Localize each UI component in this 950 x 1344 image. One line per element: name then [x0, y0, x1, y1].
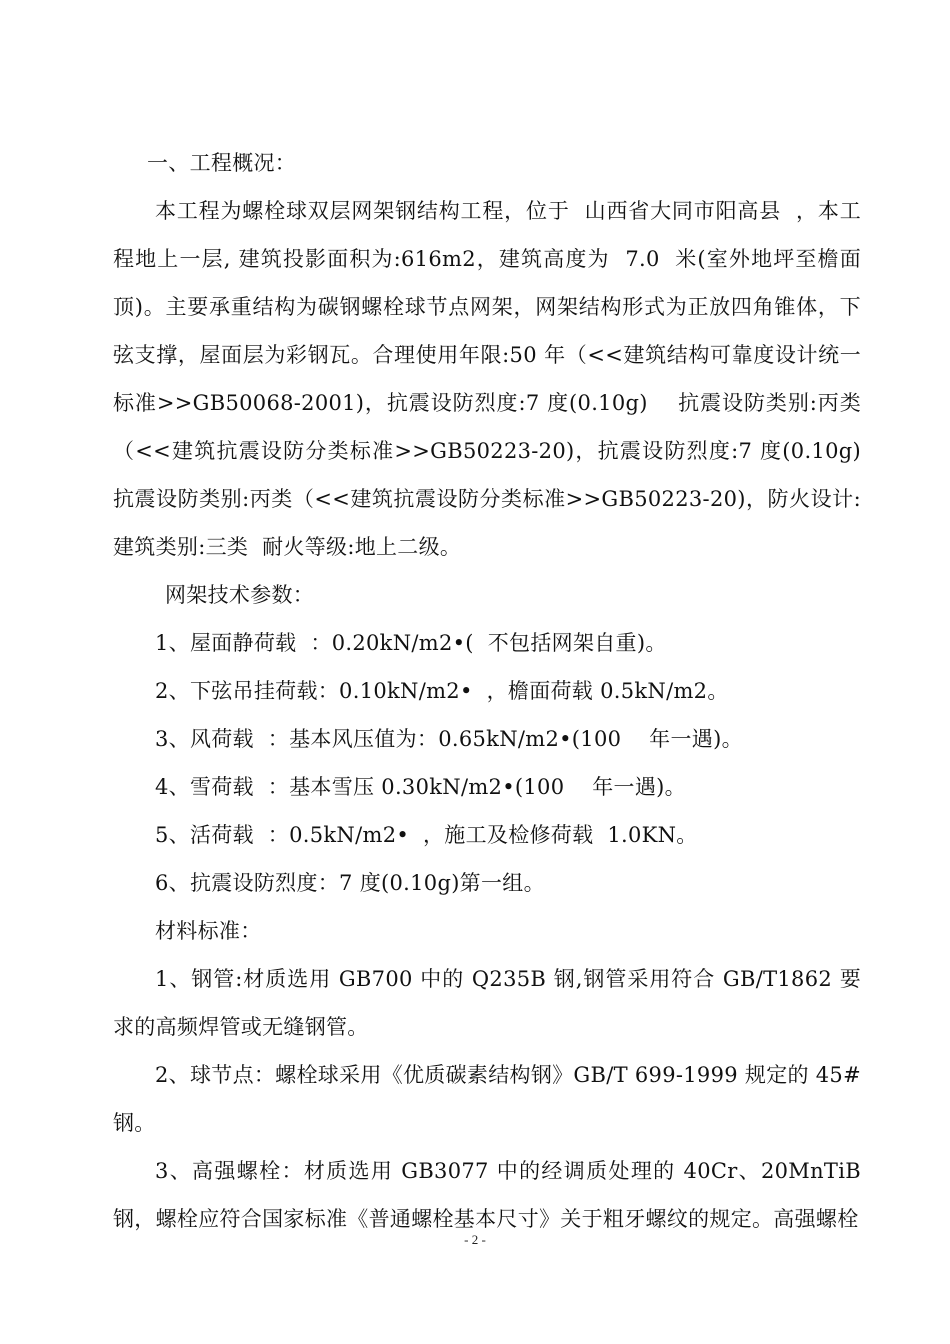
section-heading-overview: 一、工程概况：	[147, 151, 297, 175]
list-item-wind-load: 3、风荷载 ：基本风压值为：0.65kN/m2•(100 年一遇)。	[155, 727, 743, 751]
subheading-tech-params: 网架技术参数：	[165, 583, 315, 607]
list-item-high-strength-bolt: 3、高强螺栓：材质选用 GB3077 中的经调质处理的 40Cr、20MnTiB 钢，螺栓应符合国家标准《普通螺栓基本尺寸》关于粗牙螺纹的规定。高强螺栓	[113, 1159, 868, 1231]
list-item-live-load: 5、活荷载 ：0.5kN/m2• ，施工及检修荷载 1.0KN。	[155, 823, 698, 847]
subheading-material-standards: 材料标准：	[155, 919, 262, 943]
page-number: - 2 -	[464, 1232, 486, 1247]
list-item-steel-pipe: 1、钢管:材质选用 GB700 中的 Q235B 钢,钢管采用符合 GB/T1862 要求的高频焊管或无缝钢管。	[113, 967, 861, 1039]
document-body	[113, 139, 889, 1243]
list-item-snow-load: 4、雪荷载 ：基本雪压 0.30kN/m2•(100 年一遇)。	[155, 775, 686, 799]
list-item-lower-chord-load: 2、下弦吊挂荷载：0.10kN/m2• ，檐面荷载 0.5kN/m2。	[155, 679, 729, 703]
list-item-roof-dead-load: 1、屋面静荷载 ：0.20kN/m2•( 不包括网架自重)。	[155, 631, 667, 655]
list-item-seismic: 6、抗震设防烈度：7 度(0.10g)第一组。	[155, 871, 545, 895]
list-item-ball-node: 2、球节点：螺栓球采用《优质碳素结构钢》GB/T 699-1999 规定的 45# 钢。	[113, 1063, 875, 1135]
paragraph-project-description: 本工程为螺栓球双层网架钢结构工程，位于 山西省大同市阳高县 ，本工程地上一层, 建筑投影面积为:616m2，建筑高度为 7.0 米(室外地坪至檐面顶)。主要承重结构为碳钢螺栓球节点网架，网架结构形式为正放四角锥体，下弦支撑，屋面层为彩钢瓦。合理使用年限:50 年（<<建筑结构可靠度设计统一标准>>GB50068-2001)，抗震设防烈度:7 度(0.10g) 抗震设防类别:丙类（<<建筑抗震设防分类标准>>GB50223-20)，抗震设防烈度:7 度(0.10g) 抗震设防类别:丙类（<<建筑抗震设防分类标准>>GB50223-20)，防火设计:建筑类别:三类 耐火等级:地上二级。	[113, 199, 889, 559]
